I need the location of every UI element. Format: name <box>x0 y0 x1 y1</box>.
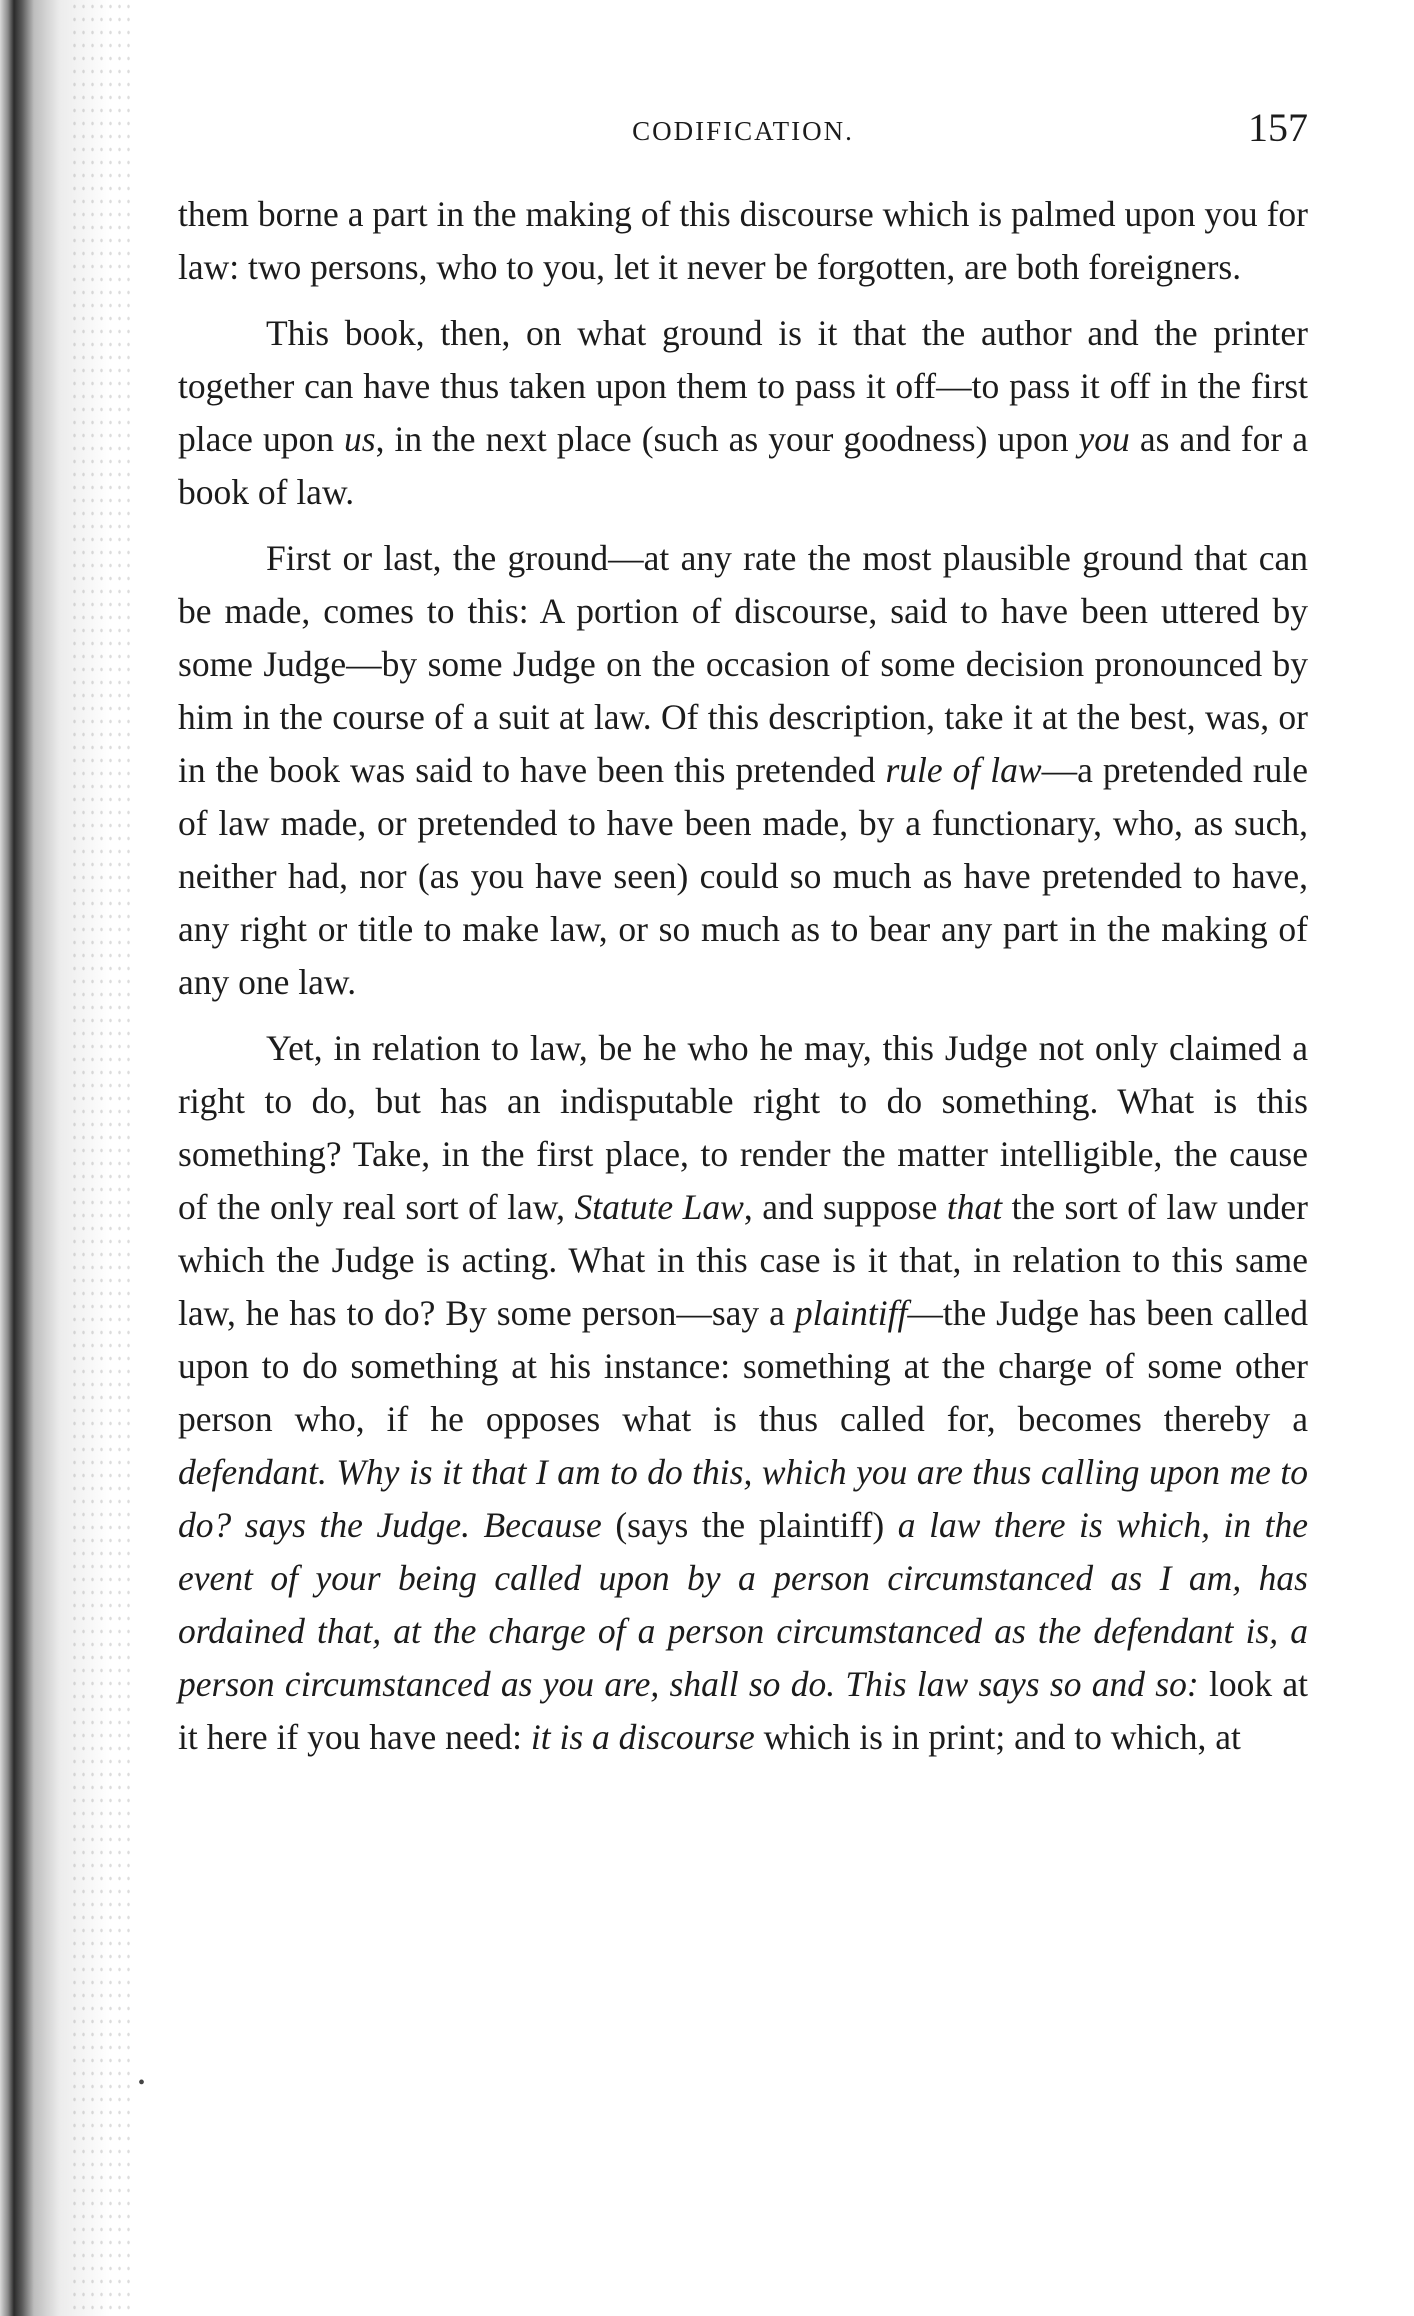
paragraph-4-italic-6: it is a discourse <box>530 1717 755 1757</box>
paragraph-4-text-7: which is in print; and to which, at <box>754 1717 1241 1757</box>
paragraph-2-italic-1: us <box>344 419 376 459</box>
scan-noise <box>70 0 130 2316</box>
paragraph-4-text-1: Yet, in relation to law, be he who he may, this Judge not only claimed a right to do, but has an indisputable right to do something. What is this something? Take, in the first place, to render the matter intelligible, the cause of the only real sort of law, <box>178 1028 1308 1227</box>
paragraph-4-italic-2: that <box>946 1187 1003 1227</box>
running-title: CODIFICATION. <box>632 116 854 146</box>
paragraph-4-text-5: (says the plaintiff) <box>601 1505 898 1545</box>
paragraph-4-italic-4: defendant. Why is it that I am to do this, which you are thus calling upon me to do? says the Judge. Because <box>178 1452 1308 1545</box>
paragraph-3-italic-1: rule of law <box>885 750 1042 790</box>
paragraph-4 <box>178 1022 1308 1764</box>
paragraph-3-text-1: First or last, the ground—at any rate the most plausible ground that can be made, comes to this: A portion of discourse, said to have been uttered by some Judge—by some Judge on the occasion of some decision pronounced by him in the course of a suit at law. Of this description, take it at the best, was, or in the book was said to have been this pretended <box>178 538 1308 790</box>
paragraph-2-text-2: , in the next place (such as your goodness) upon <box>375 419 1079 459</box>
paragraph-4-text-4: —the Judge has been called upon to do something at his instance: something at the charge of some other person who, if he opposes what is thus called for, becomes thereby a <box>178 1293 1308 1439</box>
paragraph-4-text-6: look at it here if you have need: <box>178 1664 1308 1757</box>
paragraph-2-italic-2: you <box>1078 419 1130 459</box>
page-number: 157 <box>1248 105 1308 150</box>
paragraph-2-text-3: as and for a book of law. <box>178 419 1308 512</box>
paragraph-4-text-3: the sort of law under which the Judge is acting. What in this case is it that, in relation to this same law, he has to do? By some person—say a <box>178 1187 1308 1333</box>
paragraph-1-text: them borne a part in the making of this discourse which is palmed upon you for law: two persons, who to you, let it never be forgotten, are both foreigners. <box>178 194 1308 287</box>
paragraph-4-italic-1: Statute Law <box>574 1187 744 1227</box>
book-page <box>178 104 1308 1777</box>
paragraph-3 <box>178 532 1308 1009</box>
page-header <box>178 104 1308 174</box>
paragraph-4-italic-5: a law there is which, in the event of your being called upon by a person circumstanced as I am, has ordained that, at the charge of a person circumstanced as the defendant is, a person circumstanced as you are, shall so do. This law says so and so: <box>178 1505 1308 1704</box>
paragraph-2 <box>178 307 1308 519</box>
paragraph-1 <box>178 188 1308 294</box>
paragraph-4-italic-3: plaintiff <box>794 1293 908 1333</box>
paragraph-3-text-2: —a pretended rule of law made, or pretended to have been made, by a functionary, who, as such, neither had, nor (as you have seen) could so much as have pretended to have, any right or title to make law, or so much as to bear any part in the making of any one law. <box>178 750 1308 1002</box>
margin-speck: • <box>138 2072 146 2094</box>
paragraph-2-text-1: This book, then, on what ground is it that the author and the printer together can have thus taken upon them to pass it off—to pass it off in the first place upon <box>178 313 1308 459</box>
paragraph-4-text-2: , and suppose <box>743 1187 947 1227</box>
